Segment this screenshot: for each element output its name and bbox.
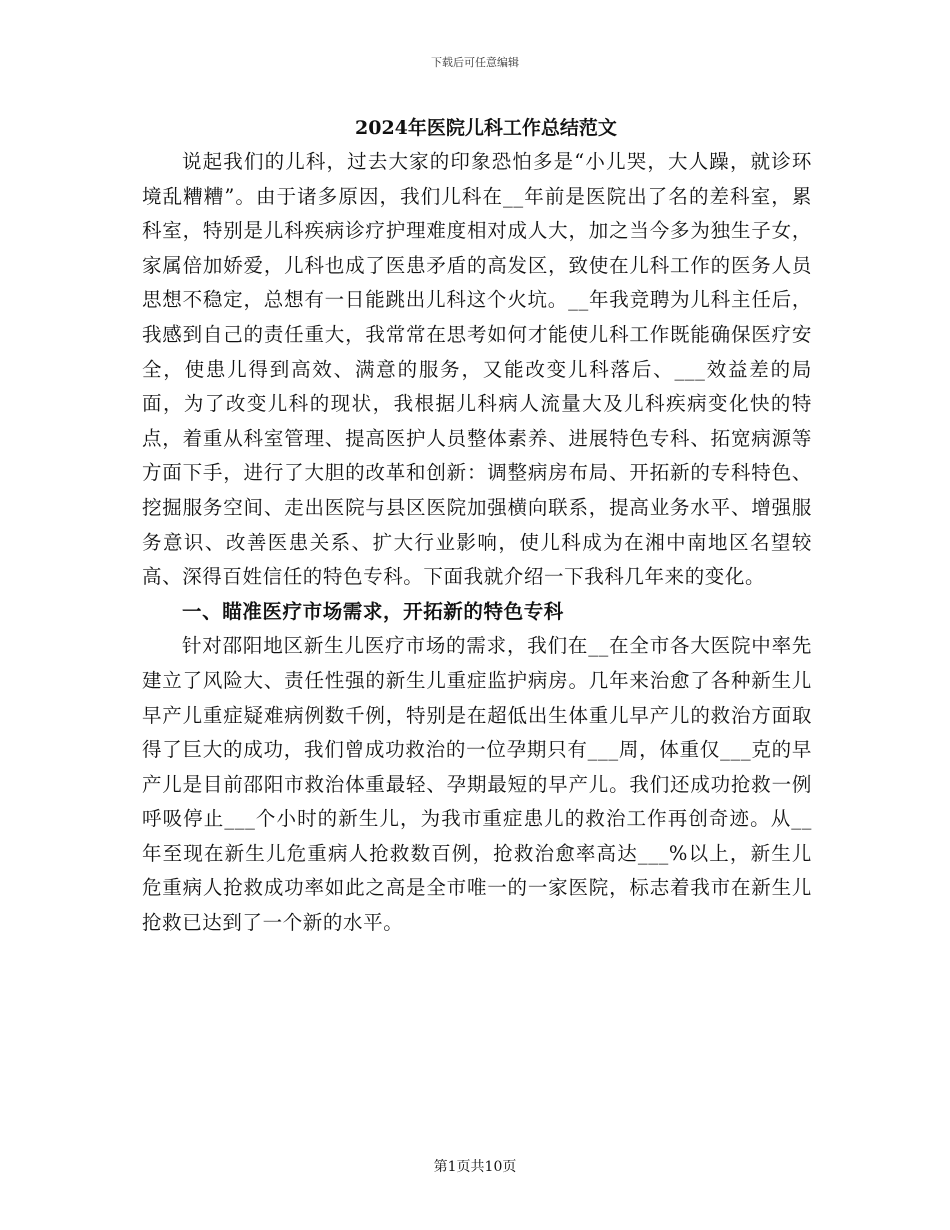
page-footer: 第1页共10页 <box>433 1159 517 1175</box>
document-body <box>142 145 812 941</box>
section-1-paragraph: 针对邵阳地区新生儿医疗市场的需求，我们在__在全市各大医院中率先建立了风险大、责任性强的新生儿重症监护病房。几年来治愈了各种新生儿早产儿重症疑难病例数千例，特别是在超低出生体重儿早产儿的救治方面取得了巨大的成功，我们曾成功救治的一位孕期只有___周，体重仅___克的早产儿是目前邵阳市救治体重最轻、孕期最短的早产儿。我们还成功抢救一例呼吸停止___个小时的新生儿，为我市重症患儿的救治工作再创奇迹。从__年至现在新生儿危重病人抢救数百例，抢救治愈率高达___%以上，新生儿危重病人抢救成功率如此之高是全市唯一的一家医院，标志着我市在新生儿抢救已达到了一个新的水平。 <box>142 634 812 935</box>
document-title: 2024年医院儿科工作总结范文 <box>355 117 617 139</box>
section-heading-1: 一、瞄准医疗市场需求，开拓新的特色专科 <box>182 599 564 623</box>
intro-paragraph: 说起我们的儿科，过去大家的印象恐怕多是“小儿哭，大人躁，就诊环境乱糟糟”。由于诸多原因，我们儿科在__年前是医院出了名的差科室，累科室，特别是儿科疾病诊疗护理难度相对成人大，加之当今多为独生子女，家属倍加娇爱，儿科也成了医患矛盾的高发区，致使在儿科工作的医务人员思想不稳定，总想有一日能跳出儿科这个火坑。__年我竞聘为儿科主任后，我感到自己的责任重大，我常常在思考如何才能使儿科工作既能确保医疗安全，使患儿得到高效、满意的服务，又能改变儿科落后、___效益差的局面，为了改变儿科的现状，我根据儿科病人流量大及儿科疾病变化快的特点，着重从科室管理、提高医护人员整体素养、进展特色专科、拓宽病源等方面下手，进行了大胆的改革和创新：调整病房布局、开拓新的专科特色、挖掘服务空间、走出医院与县区医院加强横向联系，提高业务水平、增强服务意识、改善医患关系、扩大行业影响，使儿科成为在湘中南地区名望较高、深得百姓信任的特色专科。下面我就介绍一下我科几年来的变化。 <box>142 150 812 589</box>
header-note: 下载后可任意编辑 <box>431 56 519 69</box>
